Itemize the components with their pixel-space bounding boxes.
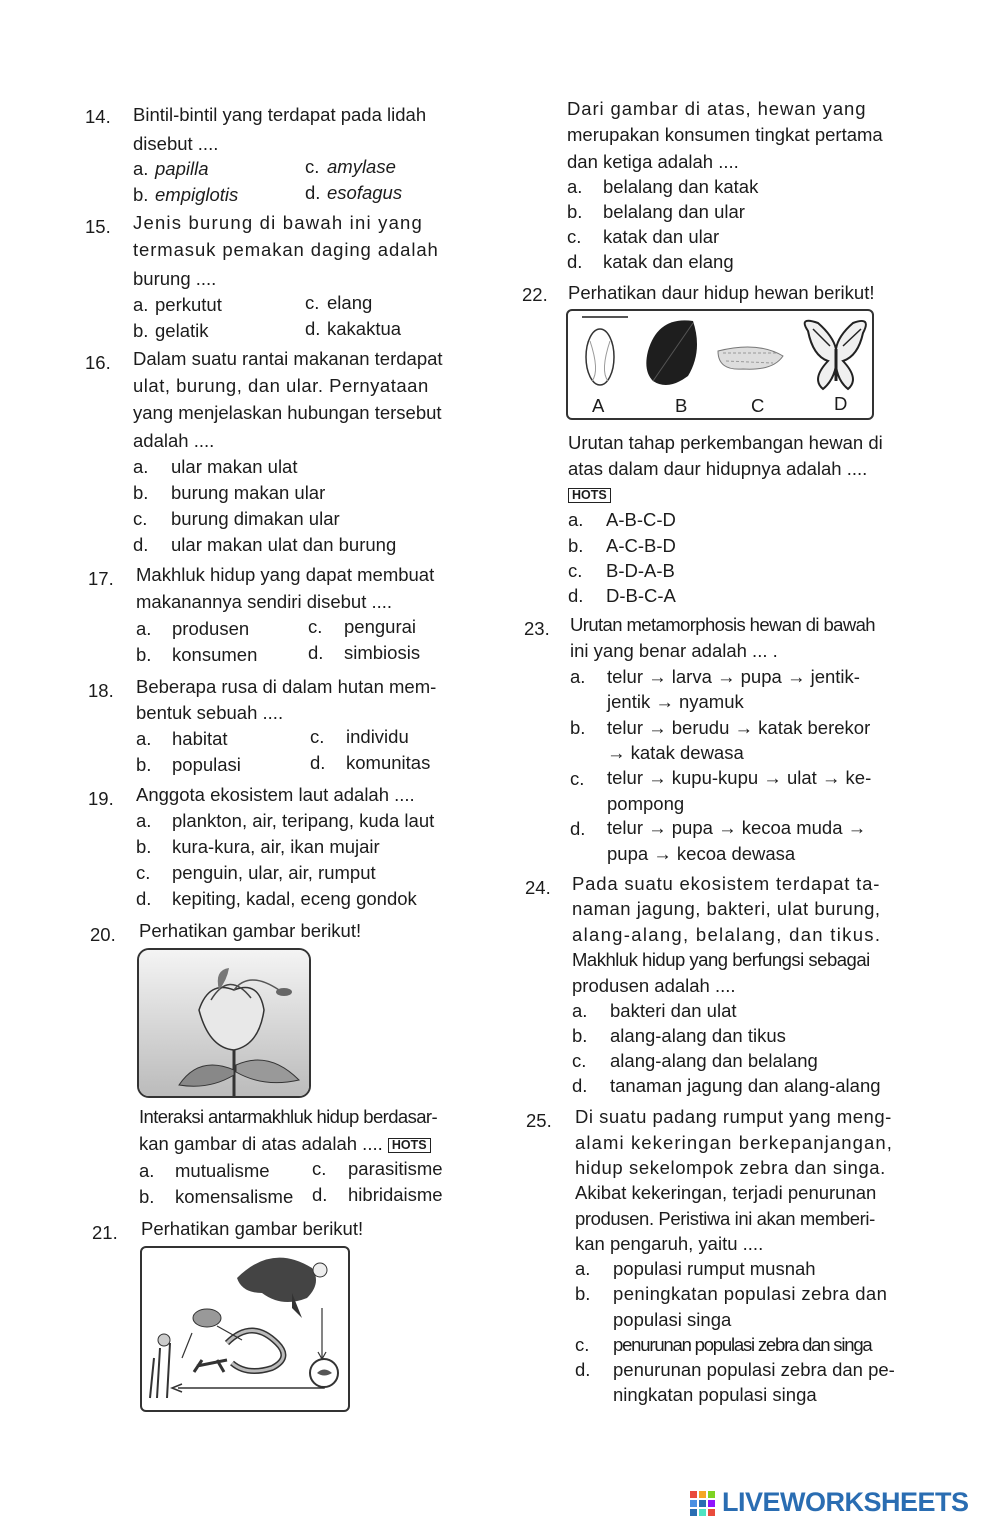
option-b[interactable]: b. burung makan ular (133, 482, 326, 503)
option-a[interactable]: a. papilla (133, 158, 209, 179)
question-text: Makhluk hidup yang berfungsi sebagai (572, 949, 870, 970)
question-text: Urutan tahap perkembangan hewan di (568, 432, 883, 453)
option-a[interactable]: a. belalang dan katak (567, 176, 759, 197)
question-text: hidup sekelompok zebra dan singa. (575, 1157, 886, 1178)
option-b[interactable]: b. belalang dan ular (567, 201, 745, 222)
question-number: 19. (88, 788, 114, 809)
question-text: kan gambar di atas adalah .... HOTS (139, 1133, 431, 1155)
question-text: disebut .... (133, 133, 219, 154)
question-text: produsen adalah .... (572, 975, 736, 996)
question-text: Anggota ekosistem laut adalah .... (136, 784, 415, 805)
option-d[interactable]: d. katak dan elang (567, 251, 734, 272)
option-d[interactable]: d. esofagus (305, 182, 403, 203)
question-text: Dalam suatu rantai makanan terdapat (133, 348, 443, 369)
option-a[interactable]: a. produsen (136, 618, 250, 639)
question-number: 21. (92, 1222, 118, 1243)
option-d[interactable]: d. komunitas (310, 752, 431, 773)
option-b[interactable]: b. gelatik (133, 320, 209, 341)
butterfly-life-cycle-illustration (568, 311, 872, 395)
question-text: Dari gambar di atas, hewan yang (567, 98, 867, 119)
option-a[interactable]: a. perkutut (133, 294, 222, 315)
option-c[interactable]: c. penurunan populasi zebra dan singa (575, 1334, 872, 1355)
question-text: yang menjelaskan hubungan tersebut (133, 402, 442, 423)
option-c[interactable]: c. katak dan ular (567, 226, 720, 247)
question-text: Pada suatu ekosistem terdapat ta- (572, 873, 881, 894)
question-text: adalah .... (133, 430, 215, 451)
option-d[interactable]: d. ular makan ulat dan burung (133, 534, 397, 555)
question-number: 17. (88, 568, 114, 589)
question-text: burung .... (133, 268, 217, 289)
question-text: Di suatu padang rumput yang meng- (575, 1106, 892, 1127)
figure-label-c: C (751, 395, 765, 416)
option-b[interactable]: b. A-C-B-D (568, 535, 676, 556)
option-c[interactable]: c. pengurai (308, 616, 417, 637)
question-text: ini yang benar adalah ... . (570, 640, 778, 661)
question-number: 25. (526, 1110, 552, 1131)
question-text: alami kekeringan berkepanjangan, (575, 1132, 894, 1153)
question-text: Bintil-bintil yang terdapat pada lidah (133, 104, 427, 125)
question-text: Jenis burung di bawah ini yang (133, 212, 424, 233)
figure-label-b: B (675, 395, 688, 416)
option-d[interactable]: d. kepiting, kadal, eceng gondok (136, 888, 417, 909)
option-a[interactable]: a. ular makan ulat (133, 456, 298, 477)
question-text: Urutan metamorphosis hewan di bawah (570, 614, 875, 635)
option-a[interactable]: a. A-B-C-D (568, 509, 676, 530)
life-cycle-figure (566, 309, 874, 420)
option-c[interactable]: c. individu (310, 726, 409, 747)
option-c[interactable]: c. B-D-A-B (568, 560, 675, 581)
food-chain-illustration (142, 1248, 348, 1410)
flower-figure (137, 948, 311, 1098)
option-c[interactable]: c. burung dimakan ular (133, 508, 340, 529)
flower-bee-illustration (139, 950, 309, 1096)
option-c[interactable]: c. parasitisme (312, 1158, 443, 1179)
option-b[interactable]: b. empiglotis (133, 184, 239, 205)
watermark-text: LIVEWORKSHEETS (722, 1487, 969, 1517)
food-chain-figure (140, 1246, 350, 1412)
question-text: atas dalam daur hidupnya adalah .... (568, 458, 868, 479)
question-text: kan pengaruh, yaitu .... (575, 1233, 764, 1254)
question-number: 20. (90, 924, 116, 945)
hots-badge: HOTS (388, 1138, 431, 1153)
option-a[interactable]: a. plankton, air, teripang, kuda laut (136, 810, 435, 831)
option-b[interactable]: b. populasi (136, 754, 241, 775)
question-text: termasuk pemakan daging adalah (133, 239, 439, 260)
question-number: 18. (88, 680, 114, 701)
question-text: naman jagung, bakteri, ulat burung, (572, 898, 881, 919)
option-d[interactable]: d. tanaman jagung dan alang-alang (572, 1075, 881, 1096)
option-d[interactable]: d. hibridaisme (312, 1184, 443, 1205)
figure-label-a: A (592, 395, 605, 416)
question-text: alang-alang, belalang, dan tikus. (572, 924, 882, 945)
option-c[interactable]: c. alang-alang dan belalang (572, 1050, 818, 1071)
question-text: Makhluk hidup yang dapat membuat (136, 564, 435, 585)
question-number: 16. (85, 352, 111, 373)
liveworksheets-logo-icon (690, 1491, 716, 1517)
option-c[interactable]: c. elang (305, 292, 373, 313)
option-c[interactable]: c. amylase (305, 156, 396, 177)
question-text: produsen. Peristiwa ini akan memberi- (575, 1208, 875, 1229)
option-a[interactable]: a. populasi rumput musnah (575, 1258, 816, 1279)
question-text: Akibat kekeringan, terjadi penurunan (575, 1182, 877, 1203)
option-b[interactable]: b. konsumen (136, 644, 258, 665)
option-b[interactable]: b. alang-alang dan tikus (572, 1025, 786, 1046)
question-text: Beberapa rusa di dalam hutan mem- (136, 676, 437, 697)
option-a[interactable]: a. mutualisme (139, 1160, 270, 1181)
question-text: Perhatikan gambar berikut! (141, 1218, 364, 1239)
question-text: Perhatikan gambar berikut! (139, 920, 362, 941)
option-b[interactable]: b. kura-kura, air, ikan mujair (136, 836, 380, 857)
figure-label-d: D (834, 393, 848, 414)
option-d[interactable]: d. kakaktua (305, 318, 402, 339)
question-number: 14. (85, 106, 111, 127)
question-text: merupakan konsumen tingkat pertama (567, 124, 883, 145)
hots-line (568, 483, 611, 505)
option-c[interactable]: c. penguin, ular, air, rumput (136, 862, 376, 883)
question-text: Interaksi antarmakhluk hidup berdasar- (139, 1106, 438, 1127)
option-a[interactable]: a. bakteri dan ulat (572, 1000, 737, 1021)
hots-badge: HOTS (568, 488, 611, 503)
question-text: Perhatikan daur hidup hewan berikut! (568, 282, 875, 303)
question-number: 15. (85, 216, 111, 237)
liveworksheets-watermark (690, 1485, 1000, 1521)
option-a[interactable]: a. habitat (136, 728, 228, 749)
question-text: makanannya sendiri disebut .... (136, 591, 393, 612)
question-text: ulat, burung, dan ular. Pernyataan (133, 375, 429, 396)
question-text: bentuk sebuah .... (136, 702, 284, 723)
question-number: 24. (525, 877, 551, 898)
question-number: 23. (524, 618, 550, 639)
option-b[interactable]: b. komensalisme (139, 1186, 294, 1207)
question-text: dan ketiga adalah .... (567, 151, 739, 172)
question-number: 22. (522, 284, 548, 305)
option-d[interactable]: d. D-B-C-A (568, 585, 676, 606)
option-d[interactable]: d. simbiosis (308, 642, 421, 663)
